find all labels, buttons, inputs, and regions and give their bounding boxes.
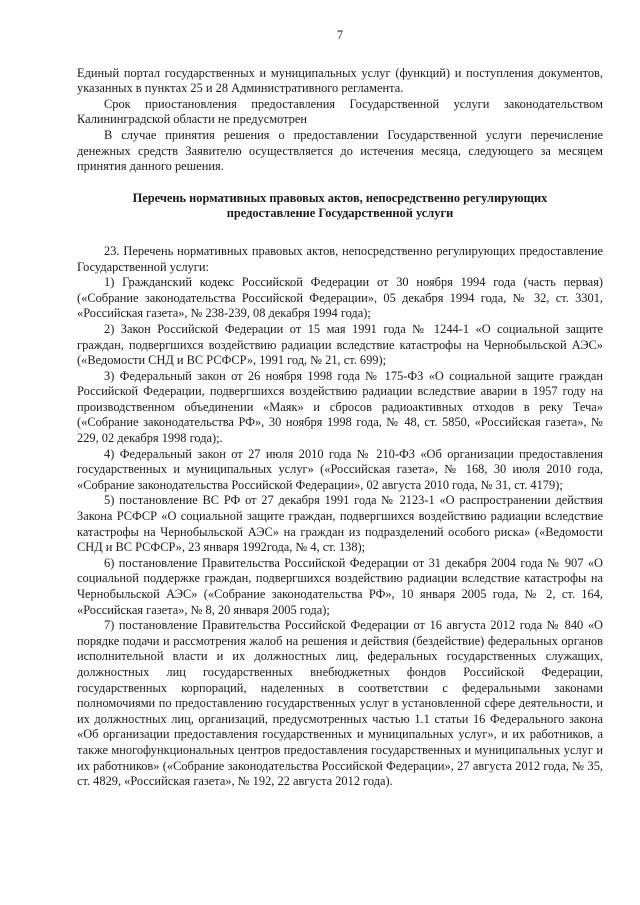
list-item: 6) постановление Правительства Российской Федерации от 31 декабря 2004 года № 907 «О социальной поддержке граждан, подвергшихся воздействию радиации вследствие катастрофы на Чернобыльской АЭС» («Собрание законодательства РФ», 10 января 2005 года, № 2, ст. 164, «Российская газета», № 8, 20 января 2005 года); bbox=[77, 555, 603, 617]
list-item: 1) Гражданский кодекс Российской Федерации от 30 ноября 1994 года (часть первая) («Собрание законодательства Российской Федерации», 05 декабря 1994 года, № 32, ст. 3301, «Российская газета», № 238-239, 08 декабря 1994 года); bbox=[77, 275, 603, 321]
list-item: 4) Федеральный закон от 27 июля 2010 года № 210-ФЗ «Об организации предоставления государственных и муниципальных услуг» («Российская газета», № 168, 30 июля 2010 года, «Собрание законодательства Российской Федерации», 02 августа 2010 года, № 31, ст. 4179); bbox=[77, 446, 603, 492]
list-item: 7) постановление Правительства Российской Федерации от 16 августа 2012 года № 840 «О порядке подачи и рассмотрения жалоб на решения и действия (бездействие) федеральных органов исполнительной власти и их должностных лиц, федеральных государственных служащих, должностных лиц государственных внебюджетных фондов Российской Федерации, государственных корпораций, наделенных в соответствии с федеральными законами полномочиями по предоставлению государственных услуг в установленной сфере деятельности, и их должностных лиц, организаций, предусмотренных частью 1.1 статьи 16 Федерального закона «Об организации предоставления государственных и муниципальных услуг», и их работников, а также многофункциональных центров предоставления государственных и муниципальных услуг и их работников» («Собрание законодательства Российской Федерации», 27 августа 2012 года, № 35, ст. 4829, «Российская газета», № 192, 22 августа 2012 года). bbox=[77, 618, 603, 789]
list-intro: 23. Перечень нормативных правовых актов, непосредственно регулирующих предоставление Государственной услуги: bbox=[77, 243, 603, 274]
list-item: 2) Закон Российской Федерации от 15 мая 1991 года № 1244-1 «О социальной защите граждан, подвергшихся воздействию радиации вследствие катастрофы на Чернобыльской АЭС» («Ведомости СНД и ВС РСФСР», 1991 год, № 21, ст. 699); bbox=[77, 321, 603, 368]
section-title-line-1: Перечень нормативных правовых актов, непосредственно регулирующих bbox=[132, 190, 548, 205]
section-title bbox=[77, 191, 603, 222]
intro-paragraph-3: В случае принятия решения о предоставлении Государственной услуги перечисление денежных средств Заявителю осуществляется до истечения месяца, следующего за месяцем принятия данного решения. bbox=[77, 127, 603, 174]
document-page bbox=[77, 28, 603, 790]
list-item: 3) Федеральный закон от 26 ноября 1998 года № 175-ФЗ «О социальной защите граждан Российской Федерации, подвергшихся воздействию радиации вследствие аварии в 1957 году на производственном объединении «Маяк» и сбросов радиоактивных отходов в реку Теча» («Собрание законодательства РФ», 30 ноября 1998 года, № 48, ст. 5850, «Российская газета», № 229, 02 декабря 1998 года);. bbox=[77, 368, 603, 446]
intro-paragraph-1: Единый портал государственных и муниципальных услуг (функций) и поступления документов, указанных в пунктах 25 и 28 Административного регламента. bbox=[77, 65, 603, 96]
page-number: 7 bbox=[336, 28, 344, 42]
list-item: 5) постановление ВС РФ от 27 декабря 1991 года № 2123-1 «О распространении действия Закона РСФСР «О социальной защите граждан, подвергшихся воздействию радиации вследствие катастрофы на Чернобыльской АЭС» на граждан из подразделений особого риска» («Ведомости СНД и ВС РСФСР», 23 января 1992года, № 4, ст. 138); bbox=[77, 493, 603, 555]
section-title-line-2: предоставление Государственной услуги bbox=[226, 206, 454, 221]
intro-paragraph-2: Срок приостановления предоставления Государственной услуги законодательством Калининградской области не предусмотрен bbox=[77, 96, 603, 127]
